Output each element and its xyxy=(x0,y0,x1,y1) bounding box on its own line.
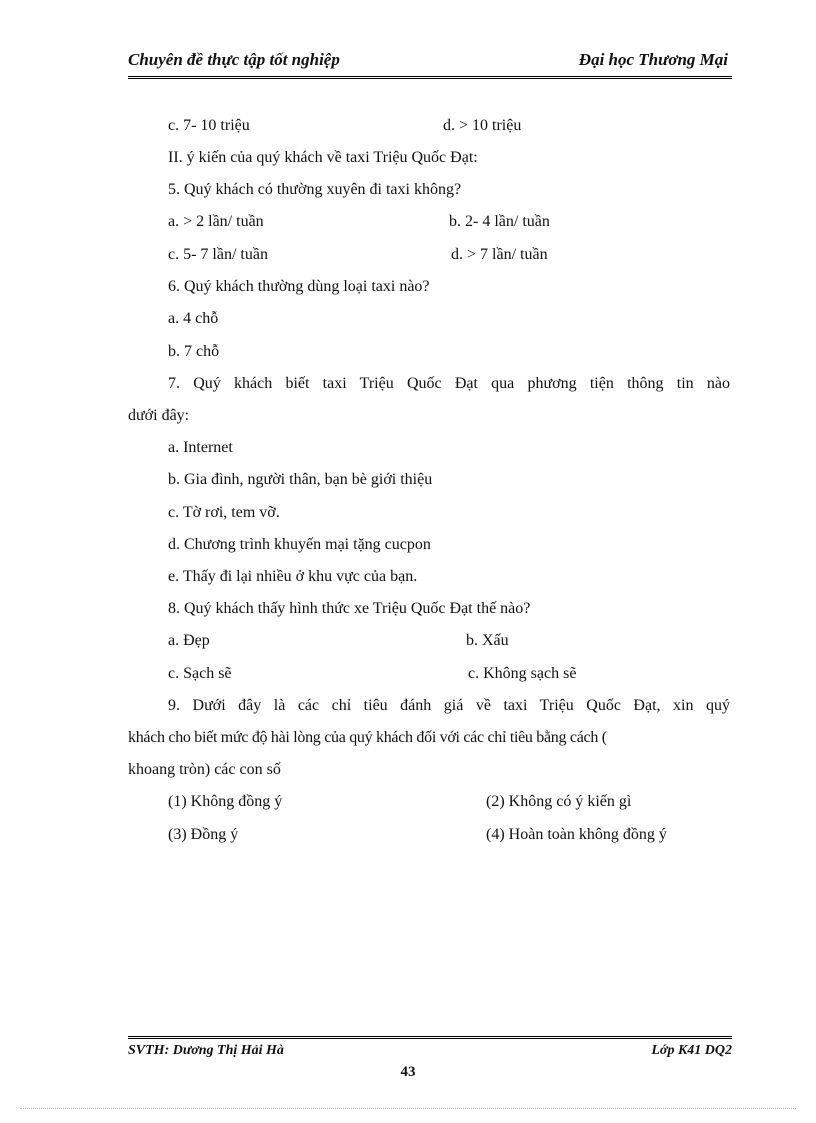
q7-option-c: c. Tờ rơi, tem vỡ. xyxy=(168,504,280,521)
q5-option-b: b. 2- 4 lần/ tuần xyxy=(449,213,550,230)
q6-option-a: a. 4 chỗ xyxy=(168,310,219,327)
rating-option-4: (4) Hoàn toàn không đồng ý xyxy=(486,826,667,843)
question-8: 8. Quý khách thấy hình thức xe Triệu Quốc Đạt thế nào? xyxy=(168,600,531,617)
footer-class: Lớp K41 DQ2 xyxy=(651,1043,732,1058)
option-c-income: c. 7- 10 triệu xyxy=(168,117,250,134)
question-9-line-1: 9. Dưới đây là các chỉ tiêu đánh giá về taxi Triệu Quốc Đạt, xin quý xyxy=(168,697,730,714)
rating-option-1: (1) Không đồng ý xyxy=(168,793,283,810)
header-university: Đại học Thương Mại xyxy=(578,50,728,69)
page-header xyxy=(128,46,732,79)
question-7-line-1: 7. Quý khách biết taxi Triệu Quốc Đạt qua phương tiện thông tin nào xyxy=(168,375,730,392)
page-footer xyxy=(128,1036,732,1061)
rating-option-3: (3) Đồng ý xyxy=(168,826,239,843)
section-heading: II. ý kiến của quý khách về taxi Triệu Quốc Đạt: xyxy=(168,149,478,166)
question-5: 5. Quý khách có thường xuyên đi taxi không? xyxy=(168,181,462,198)
q8-option-a: a. Đẹp xyxy=(168,632,210,649)
q5-option-d: d. > 7 lần/ tuần xyxy=(451,246,548,263)
q7-option-b: b. Gia đình, người thân, bạn bè giới thiệu xyxy=(168,471,433,488)
q7-option-a: a. Internet xyxy=(168,439,233,456)
q8-option-d: c. Không sạch sẽ xyxy=(468,665,577,682)
header-course-title: Chuyên đề thực tập tốt nghiệp xyxy=(128,50,340,69)
page-bottom-divider xyxy=(20,1108,796,1109)
q8-option-c: c. Sạch sẽ xyxy=(168,665,232,682)
question-9-line-3: khoang tròn) các con số xyxy=(128,761,281,778)
footer-student: SVTH: Dương Thị Hải Hà xyxy=(128,1043,284,1058)
page-number: 43 xyxy=(400,1064,416,1080)
rating-option-2: (2) Không có ý kiến gì xyxy=(486,793,632,810)
question-9-line-2: khách cho biết mức độ hài lòng của quý khách đối với các chỉ tiêu bằng cách ( xyxy=(128,729,607,746)
q5-option-a: a. > 2 lần/ tuần xyxy=(168,213,264,230)
question-6: 6. Quý khách thường dùng loại taxi nào? xyxy=(168,278,430,295)
q6-option-b: b. 7 chỗ xyxy=(168,343,220,360)
question-7-line-2: dưới đây: xyxy=(128,407,190,424)
q7-option-d: d. Chương trình khuyến mại tặng cucpon xyxy=(168,536,431,553)
q8-option-b: b. Xấu xyxy=(466,632,509,649)
q7-option-e: e. Thấy đi lại nhiều ở khu vực của bạn. xyxy=(168,568,418,585)
q5-option-c: c. 5- 7 lần/ tuần xyxy=(168,246,268,263)
option-d-income: d. > 10 triệu xyxy=(443,117,522,134)
